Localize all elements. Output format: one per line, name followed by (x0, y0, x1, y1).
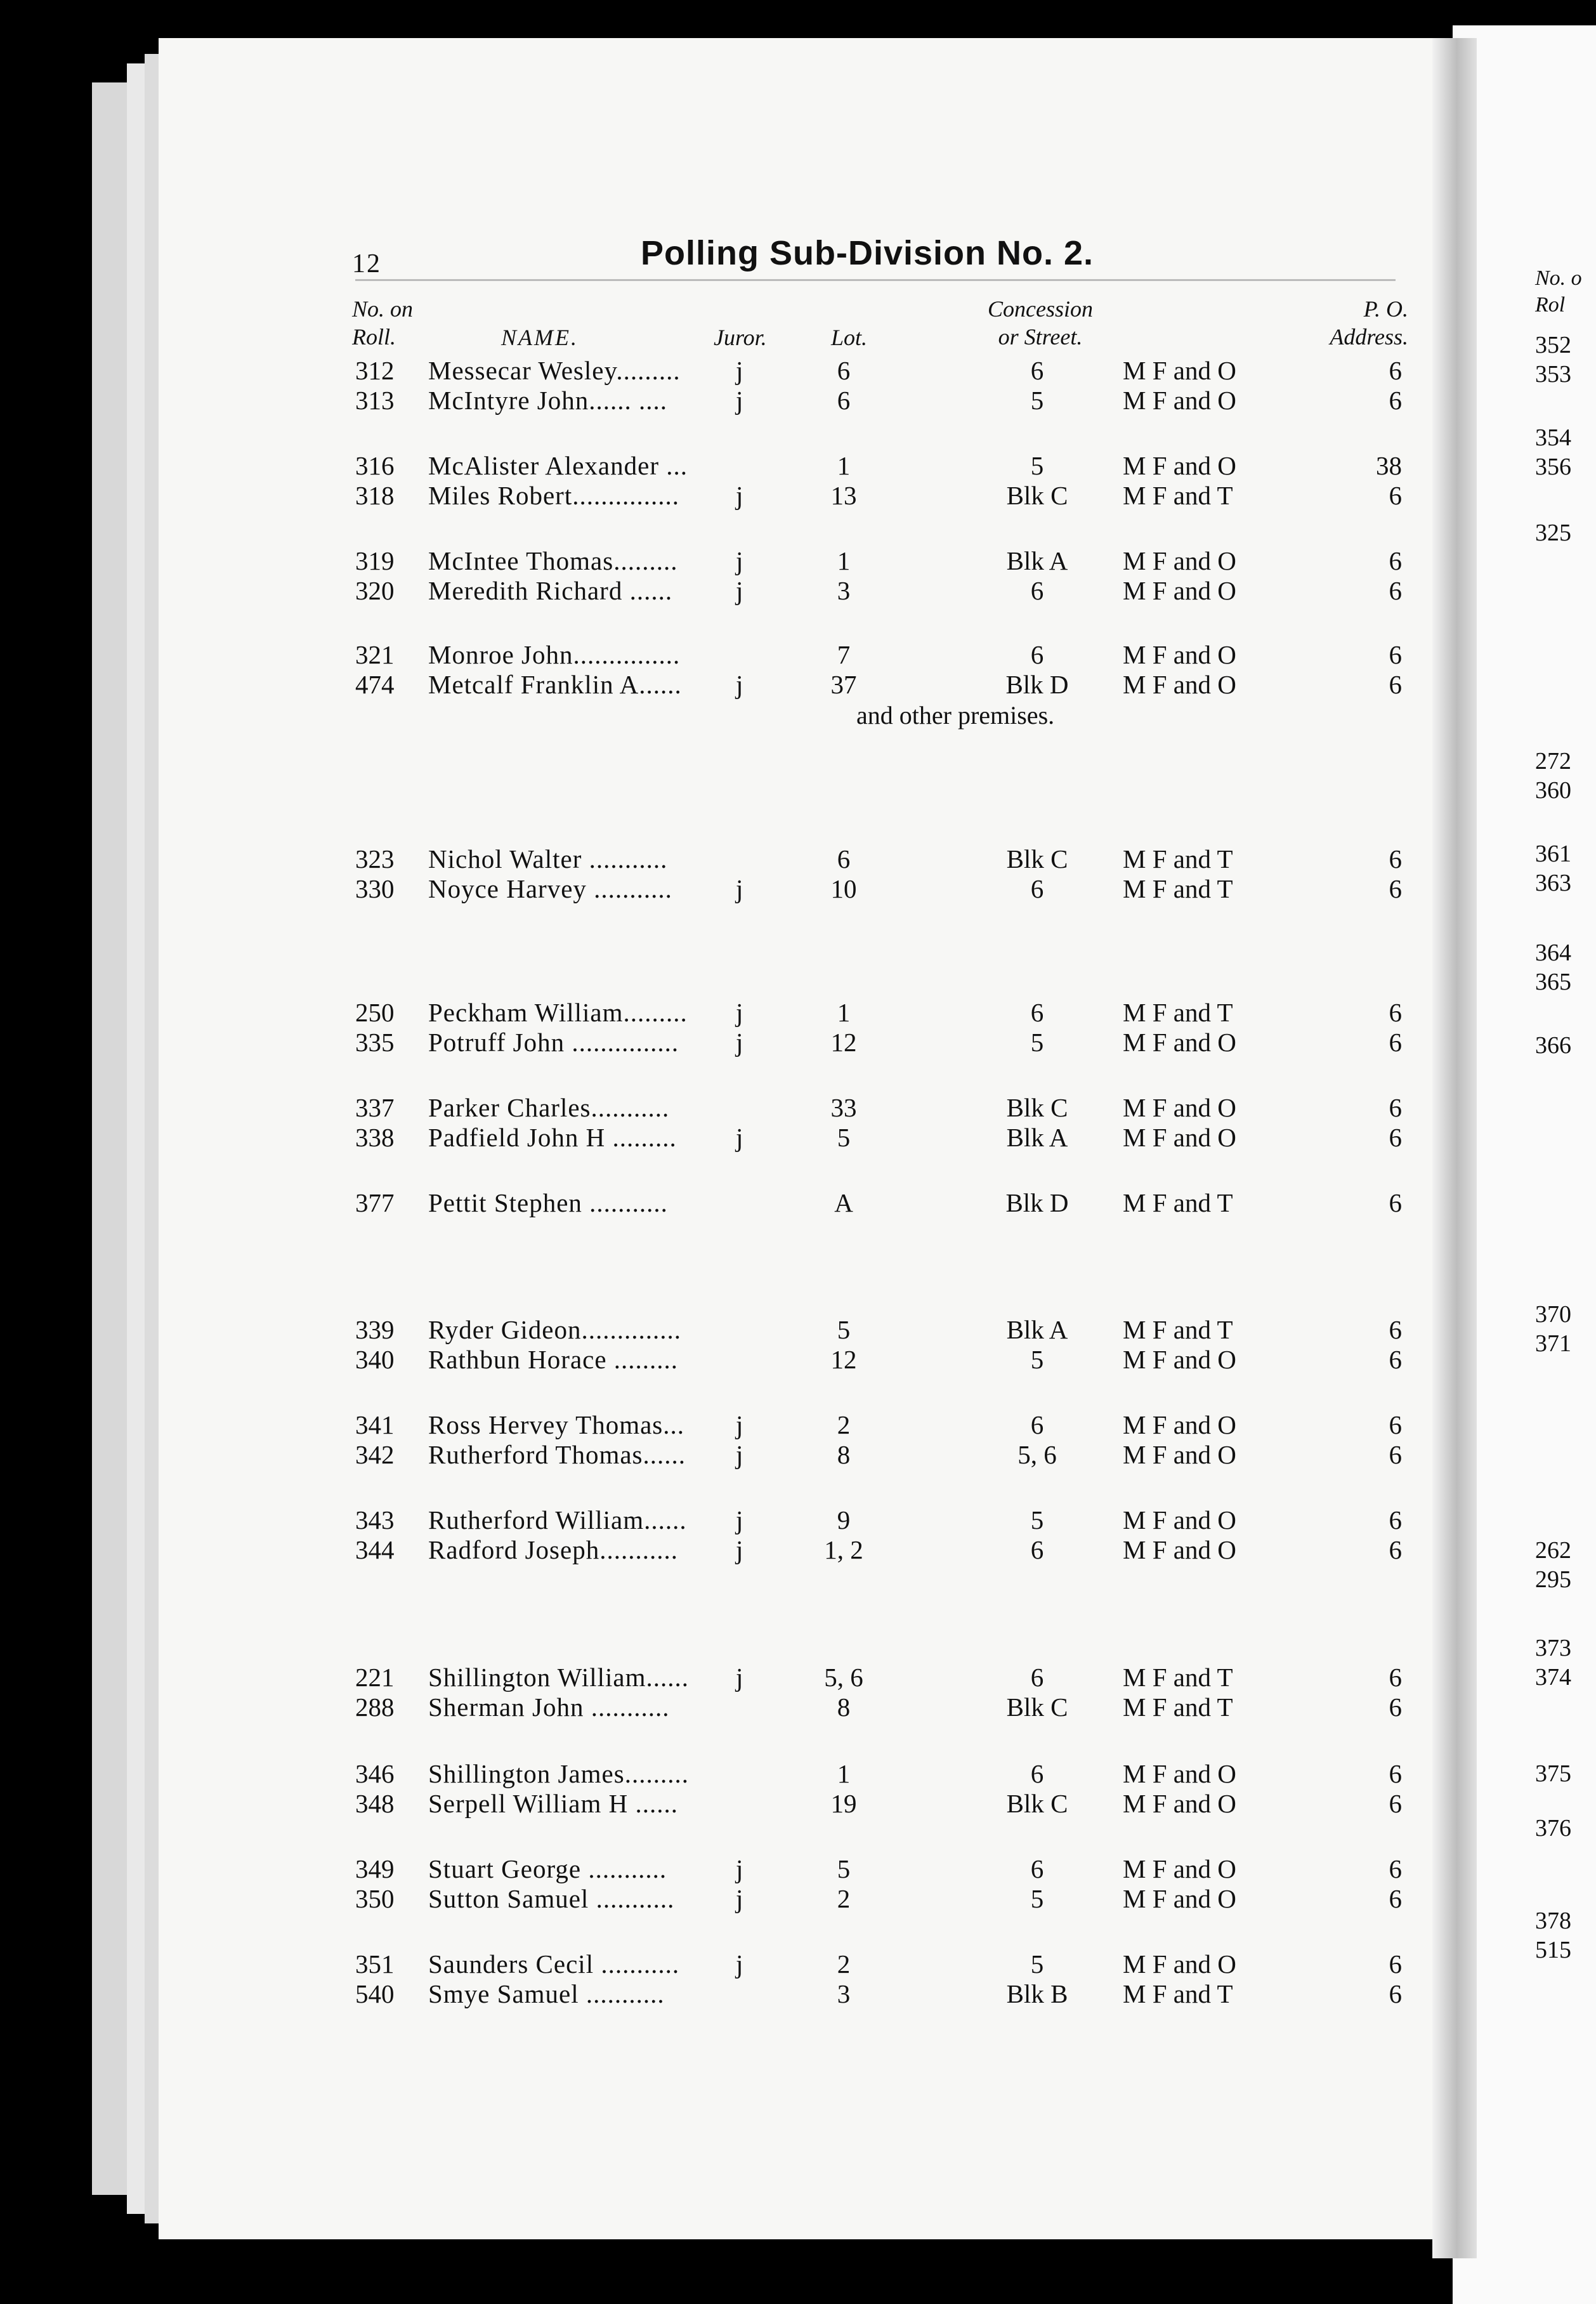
status: M F and O (1123, 1949, 1236, 1979)
list-row (0, 1344, 1596, 1375)
juror-mark: j (736, 386, 743, 415)
margin-roll-number: 515 (1535, 1937, 1571, 1963)
roll-number: 316 (355, 451, 395, 480)
concession: 5 (1030, 451, 1044, 480)
concession: 5 (1030, 1505, 1044, 1535)
po-address: 6 (1389, 1028, 1402, 1057)
po-address: 6 (1389, 1692, 1402, 1722)
voter-name: Nichol Walter ........... (428, 844, 668, 874)
roll-number: 540 (355, 1979, 395, 2008)
po-address: 6 (1389, 640, 1402, 669)
voter-name: Stuart George ........... (428, 1854, 667, 1883)
juror-mark: j (736, 546, 743, 575)
lot: 1 (837, 1759, 851, 1788)
lot: 10 (830, 874, 857, 903)
po-address: 6 (1389, 1535, 1402, 1564)
margin-roll-number: 370 (1535, 1301, 1571, 1328)
concession: 6 (1030, 874, 1044, 903)
lot: 9 (837, 1505, 851, 1535)
po-address: 6 (1389, 874, 1402, 903)
po-address: 6 (1389, 670, 1402, 699)
voter-name: Ryder Gideon.............. (428, 1315, 682, 1344)
voter-name: Rathbun Horace ......... (428, 1345, 679, 1374)
lot: 37 (830, 670, 857, 699)
juror-mark: j (736, 1535, 743, 1564)
voter-name: Messecar Wesley......... (428, 356, 681, 385)
voter-name: Meredith Richard ...... (428, 576, 673, 605)
voter-name: Smye Samuel ........... (428, 1979, 665, 2008)
margin-roll-number: 356 (1535, 454, 1571, 480)
roll-number: 288 (355, 1692, 395, 1722)
juror-mark: j (736, 998, 743, 1027)
po-address: 6 (1389, 1663, 1402, 1692)
voter-name: Ross Hervey Thomas... (428, 1410, 685, 1439)
juror-mark: j (736, 1884, 743, 1913)
roll-number: 377 (355, 1188, 395, 1217)
concession: 5, 6 (1017, 1440, 1057, 1469)
concession: 5 (1030, 1884, 1044, 1913)
concession: Blk D (1005, 670, 1069, 699)
list-row (0, 1692, 1596, 1722)
list-row (0, 1122, 1596, 1153)
list-row (0, 575, 1596, 606)
list-row (0, 1949, 1596, 1979)
list-row (0, 1439, 1596, 1470)
concession: 5 (1030, 386, 1044, 415)
roll-number: 341 (355, 1410, 395, 1439)
margin-roll-number: 354 (1535, 424, 1571, 451)
lot: 8 (837, 1440, 851, 1469)
status: M F and T (1123, 1692, 1233, 1722)
list-row (0, 1788, 1596, 1819)
concession: Blk C (1006, 1093, 1068, 1122)
lot: 6 (837, 844, 851, 874)
status: M F and O (1123, 1028, 1236, 1057)
list-row (0, 1854, 1596, 1884)
concession: 6 (1030, 576, 1044, 605)
status: M F and T (1123, 481, 1233, 510)
roll-number: 348 (355, 1789, 395, 1818)
lot: 3 (837, 576, 851, 605)
margin-roll-number: 373 (1535, 1635, 1571, 1661)
juror-mark: j (736, 481, 743, 510)
status: M F and T (1123, 998, 1233, 1027)
list-row (0, 639, 1596, 670)
lot: 6 (837, 386, 851, 415)
status: M F and O (1123, 1345, 1236, 1374)
concession: Blk D (1005, 1188, 1069, 1217)
concession: 6 (1030, 1759, 1044, 1788)
lot: 13 (830, 481, 857, 510)
margin-roll-number: 363 (1535, 870, 1571, 896)
po-address: 6 (1389, 1854, 1402, 1883)
roll-number: 319 (355, 546, 395, 575)
voter-name: Sherman John ........... (428, 1692, 670, 1722)
header-concession: Concession or Street. (988, 296, 1093, 350)
list-row (0, 1535, 1596, 1565)
list-row (0, 1314, 1596, 1345)
status: M F and O (1123, 1410, 1236, 1439)
roll-number: 474 (355, 670, 395, 699)
juror-mark: j (736, 670, 743, 699)
voter-name: Shillington James......... (428, 1759, 689, 1788)
list-row (0, 1188, 1596, 1218)
list-row (0, 844, 1596, 874)
po-address: 6 (1389, 1315, 1402, 1344)
po-address: 6 (1389, 1949, 1402, 1979)
status: M F and O (1123, 1535, 1236, 1564)
status: M F and O (1123, 670, 1236, 699)
list-row (0, 480, 1596, 511)
lot: 6 (837, 356, 851, 385)
concession: Blk A (1006, 1315, 1068, 1344)
po-address: 6 (1389, 1410, 1402, 1439)
status: M F and O (1123, 546, 1236, 575)
lot: 7 (837, 640, 851, 669)
roll-number: 346 (355, 1759, 395, 1788)
list-row (0, 355, 1596, 386)
lot: 8 (837, 1692, 851, 1722)
list-row (0, 1505, 1596, 1535)
list-row (0, 1883, 1596, 1914)
lot: 3 (837, 1979, 851, 2008)
margin-roll-number: 365 (1535, 969, 1571, 995)
roll-number: 221 (355, 1663, 395, 1692)
po-address: 38 (1376, 451, 1402, 480)
margin-roll-number: 272 (1535, 748, 1571, 775)
page-number: 12 (352, 249, 381, 278)
voter-name: Saunders Cecil ........... (428, 1949, 680, 1979)
juror-mark: j (736, 1123, 743, 1152)
lot: 1 (837, 998, 851, 1027)
voter-name: Rutherford William...... (428, 1505, 687, 1535)
po-address: 6 (1389, 576, 1402, 605)
voter-name: Noyce Harvey ........... (428, 874, 672, 903)
po-address: 6 (1389, 1345, 1402, 1374)
status: M F and O (1123, 1123, 1236, 1152)
concession: 5 (1030, 1028, 1044, 1057)
header-po-address: P. O. Address. (1330, 296, 1408, 350)
juror-mark: j (736, 1440, 743, 1469)
roll-number: 343 (355, 1505, 395, 1535)
po-address: 6 (1389, 1979, 1402, 2008)
lot: 1 (837, 451, 851, 480)
voter-name: Potruff John ............... (428, 1028, 679, 1057)
list-row (0, 1092, 1596, 1123)
status: M F and O (1123, 1505, 1236, 1535)
margin-roll-number: 325 (1535, 520, 1571, 546)
roll-number: 312 (355, 356, 395, 385)
concession: Blk B (1006, 1979, 1068, 2008)
margin-roll-number: 371 (1535, 1330, 1571, 1357)
status: M F and T (1123, 1979, 1233, 2008)
margin-roll-number: 376 (1535, 1815, 1571, 1842)
margin-roll-number: 360 (1535, 777, 1571, 804)
margin-roll-number: 375 (1535, 1760, 1571, 1787)
concession: Blk C (1006, 1789, 1068, 1818)
concession: 5 (1030, 1345, 1044, 1374)
voter-name: McAlister Alexander ... (428, 451, 688, 480)
list-row (0, 1410, 1596, 1440)
juror-mark: j (736, 1854, 743, 1883)
margin-roll-number: 262 (1535, 1537, 1571, 1564)
lot: 19 (830, 1789, 857, 1818)
po-address: 6 (1389, 481, 1402, 510)
voter-name: Rutherford Thomas...... (428, 1440, 686, 1469)
concession: 6 (1030, 356, 1044, 385)
roll-number: 330 (355, 874, 395, 903)
concession: 6 (1030, 1854, 1044, 1883)
voter-name: McIntyre John...... .... (428, 386, 668, 415)
po-address: 6 (1389, 386, 1402, 415)
lot: 12 (830, 1345, 857, 1374)
list-row (0, 546, 1596, 576)
concession: 6 (1030, 1663, 1044, 1692)
status: M F and O (1123, 386, 1236, 415)
roll-number: 344 (355, 1535, 395, 1564)
status: M F and O (1123, 356, 1236, 385)
header-lot: Lot. (831, 325, 868, 350)
po-address: 6 (1389, 1505, 1402, 1535)
po-address: 6 (1389, 1789, 1402, 1818)
margin-roll-number: 352 (1535, 332, 1571, 358)
voter-name: Serpell William H ...... (428, 1789, 678, 1818)
lot: 5 (837, 1123, 851, 1152)
header-rule (355, 279, 1396, 281)
roll-number: 323 (355, 844, 395, 874)
lot: 2 (837, 1949, 851, 1979)
roll-number: 349 (355, 1854, 395, 1883)
status: M F and O (1123, 451, 1236, 480)
voter-name: Pettit Stephen ........... (428, 1188, 668, 1217)
roll-number: 342 (355, 1440, 395, 1469)
concession: Blk C (1006, 844, 1068, 874)
margin-roll-number: 295 (1535, 1566, 1571, 1593)
header-juror: Juror. (714, 325, 767, 350)
juror-mark: j (736, 1505, 743, 1535)
header-name: NAME. (501, 325, 579, 350)
list-row (0, 1979, 1596, 2009)
roll-number: 313 (355, 386, 395, 415)
roll-number: 339 (355, 1315, 395, 1344)
po-address: 6 (1389, 356, 1402, 385)
voter-name: Shillington William...... (428, 1663, 689, 1692)
juror-mark: j (736, 1949, 743, 1979)
concession: 5 (1030, 1949, 1044, 1979)
lot: 1, 2 (824, 1535, 863, 1564)
list-row (0, 874, 1596, 904)
status: M F and O (1123, 1789, 1236, 1818)
status: M F and T (1123, 1663, 1233, 1692)
roll-number: 321 (355, 640, 395, 669)
lot: 1 (837, 546, 851, 575)
list-row (0, 669, 1596, 700)
po-address: 6 (1389, 1759, 1402, 1788)
po-address: 6 (1389, 998, 1402, 1027)
status: M F and O (1123, 1093, 1236, 1122)
roll-number: 250 (355, 998, 395, 1027)
concession: Blk C (1006, 1692, 1068, 1722)
margin-roll-number: 366 (1535, 1032, 1571, 1059)
list-row (0, 450, 1596, 481)
roll-number: 338 (355, 1123, 395, 1152)
po-address: 6 (1389, 844, 1402, 874)
voter-name: Padfield John H ......... (428, 1123, 677, 1152)
status: M F and T (1123, 1315, 1233, 1344)
status: M F and T (1123, 874, 1233, 903)
margin-roll-number: 378 (1535, 1908, 1571, 1934)
lot: 5 (837, 1315, 851, 1344)
list-row (0, 997, 1596, 1028)
list-row (0, 1758, 1596, 1789)
roll-number: 337 (355, 1093, 395, 1122)
lot: 5, 6 (824, 1663, 863, 1692)
margin-roll-number: 364 (1535, 939, 1571, 966)
status: M F and T (1123, 1188, 1233, 1217)
voter-name: Miles Robert............... (428, 481, 679, 510)
voter-name: Monroe John............... (428, 640, 681, 669)
list-row (0, 1662, 1596, 1692)
voter-name: McIntee Thomas......... (428, 546, 678, 575)
po-address: 6 (1389, 1188, 1402, 1217)
voter-name: Radford Joseph........... (428, 1535, 678, 1564)
roll-number: 350 (355, 1884, 395, 1913)
header-roll: No. on Roll. (352, 296, 414, 350)
lot: 12 (830, 1028, 857, 1057)
concession: Blk A (1006, 1123, 1068, 1152)
lot: A (834, 1188, 853, 1217)
voter-name: Sutton Samuel ........... (428, 1884, 675, 1913)
lot: 5 (837, 1854, 851, 1883)
next-page-header: No. o Rol (1535, 266, 1582, 317)
roll-number: 318 (355, 481, 395, 510)
list-row (0, 385, 1596, 416)
status: M F and O (1123, 1759, 1236, 1788)
roll-number: 340 (355, 1345, 395, 1374)
page-title: Polling Sub-Division No. 2. (641, 234, 1094, 272)
po-address: 6 (1389, 1440, 1402, 1469)
status: M F and O (1123, 576, 1236, 605)
juror-mark: j (736, 356, 743, 385)
concession: Blk C (1006, 481, 1068, 510)
list-row (0, 1027, 1596, 1057)
concession: 6 (1030, 640, 1044, 669)
roll-number: 351 (355, 1949, 395, 1979)
concession: 6 (1030, 998, 1044, 1027)
concession: Blk A (1006, 546, 1068, 575)
po-address: 6 (1389, 1123, 1402, 1152)
voter-name: Peckham William......... (428, 998, 688, 1027)
po-address: 6 (1389, 546, 1402, 575)
row-note: and other premises. (856, 701, 1055, 730)
roll-number: 320 (355, 576, 395, 605)
lot: 2 (837, 1410, 851, 1439)
status: M F and O (1123, 1440, 1236, 1469)
status: M F and T (1123, 844, 1233, 874)
concession: 6 (1030, 1410, 1044, 1439)
juror-mark: j (736, 874, 743, 903)
concession: 6 (1030, 1535, 1044, 1564)
status: M F and O (1123, 1854, 1236, 1883)
juror-mark: j (736, 1663, 743, 1692)
status: M F and O (1123, 1884, 1236, 1913)
lot: 2 (837, 1884, 851, 1913)
status: M F and O (1123, 640, 1236, 669)
po-address: 6 (1389, 1093, 1402, 1122)
juror-mark: j (736, 1028, 743, 1057)
margin-roll-number: 374 (1535, 1664, 1571, 1691)
po-address: 6 (1389, 1884, 1402, 1913)
juror-mark: j (736, 576, 743, 605)
margin-roll-number: 361 (1535, 841, 1571, 867)
juror-mark: j (736, 1410, 743, 1439)
lot: 33 (830, 1093, 857, 1122)
roll-number: 335 (355, 1028, 395, 1057)
voter-name: Metcalf Franklin A...... (428, 670, 682, 699)
margin-roll-number: 353 (1535, 361, 1571, 388)
voter-name: Parker Charles........... (428, 1093, 670, 1122)
